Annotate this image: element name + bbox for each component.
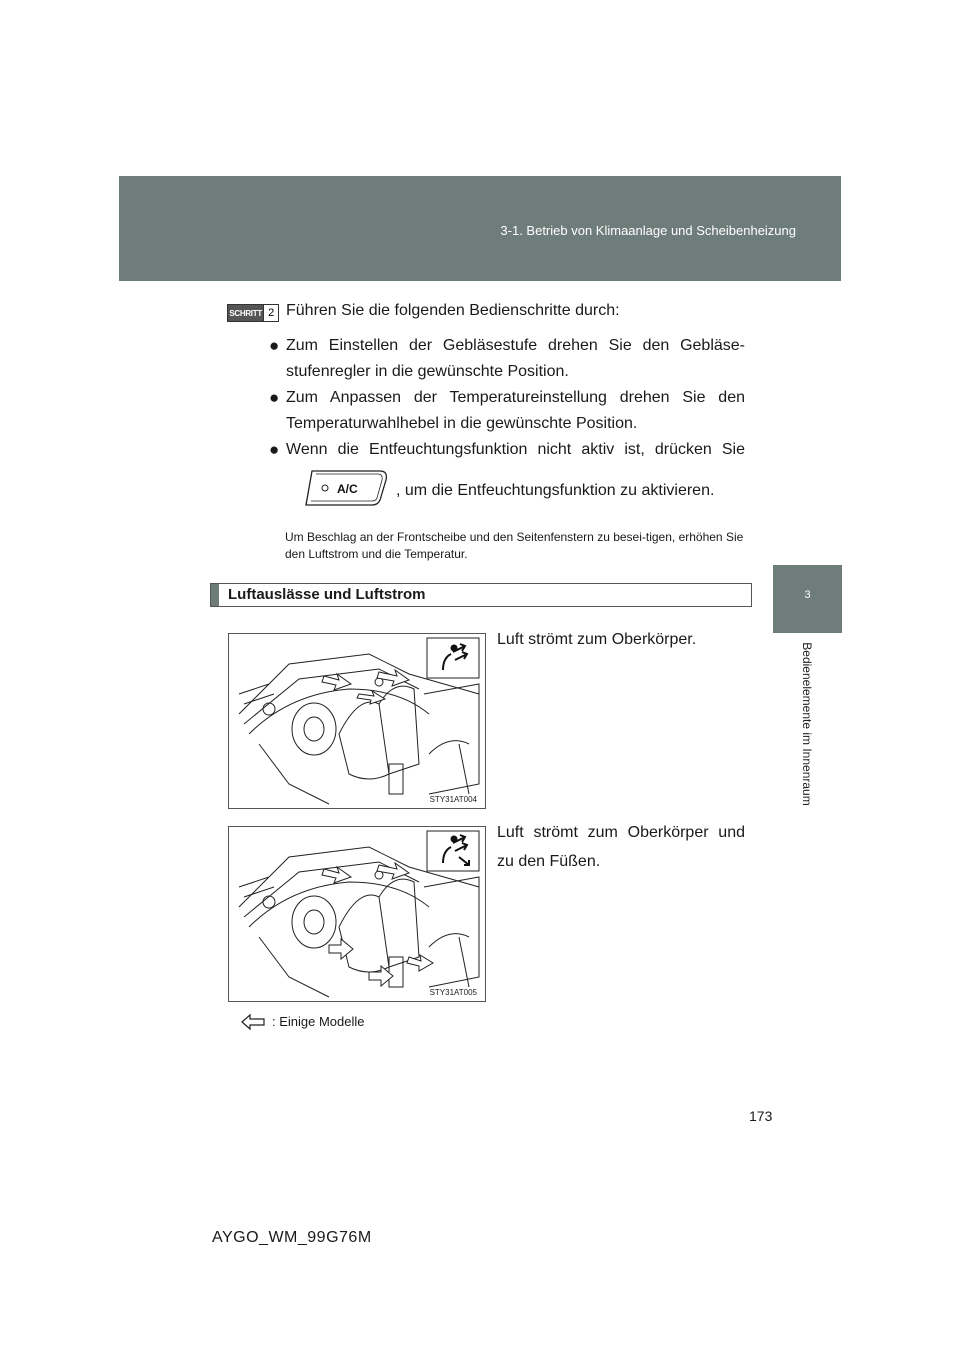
figure-code: STY31AT005: [429, 988, 477, 997]
bullet-item: [269, 385, 745, 437]
document-code: AYGO_WM_99G76M: [212, 1229, 372, 1246]
section-heading-title: Luftauslässe und Luftstrom: [228, 586, 426, 603]
bullet-line: Zum Einstellen der Gebläsestufe drehen Sie den Gebläse-: [286, 337, 745, 354]
bullet-dot-icon: ●: [269, 440, 280, 459]
ac-instruction: , um die Entfeuchtungsfunktion zu aktivieren.: [396, 482, 715, 499]
bullet-line: Wenn die Entfeuchtungsfunktion nicht aktiv ist, drücken Sie: [286, 441, 745, 458]
figure-caption: Luft strömt zum Oberkörper und zu den Füßen.: [497, 824, 745, 870]
bullet-line: stufenregler in die gewünschte Position.: [286, 363, 569, 380]
bullet-line: Zum Anpassen der Temperatureinstellung drehen Sie den: [286, 389, 745, 406]
bullet-item: [269, 437, 745, 463]
section-heading-bar: [211, 584, 219, 606]
bullet-line: Temperaturwahlhebel in die gewünschte Position.: [286, 415, 638, 432]
bullet-dot-icon: ●: [269, 388, 280, 407]
ac-button-label: A/C: [337, 482, 358, 496]
note-text: Um Beschlag an der Frontscheibe und den Seitenfenstern zu besei-tigen, erhöhen Sie den Luftstrom und die Temperatur.: [285, 530, 744, 561]
step-text: Führen Sie die folgenden Bedienschritte durch:: [286, 302, 620, 319]
bullet-item: [269, 333, 745, 385]
figure-car-interior: [228, 633, 486, 809]
section-heading: [210, 583, 752, 607]
car-interior-illustration: [229, 634, 485, 808]
chapter-side-label: Bedienelemente im Innenraum: [800, 642, 814, 806]
ac-button-icon: [304, 468, 388, 508]
figure-code: STY31AT004: [429, 795, 477, 804]
chapter-header: [119, 176, 841, 281]
step-badge: [227, 304, 279, 322]
chapter-number: 3: [804, 589, 811, 601]
legend-text: : Einige Modelle: [272, 1014, 365, 1029]
step-badge-number: 2: [263, 305, 278, 321]
arrow-outline-icon: [240, 1012, 266, 1032]
chapter-title: 3-1. Betrieb von Klimaanlage und Scheibenheizung: [500, 223, 796, 238]
figure-caption: Luft strömt zum Oberkörper.: [497, 631, 697, 648]
bullet-dot-icon: ●: [269, 336, 280, 355]
figure-car-interior: [228, 826, 486, 1002]
page-number: 173: [749, 1108, 773, 1124]
step-badge-word: SCHRITT: [228, 305, 263, 321]
car-interior-illustration: [229, 827, 485, 1001]
chapter-tab: [773, 565, 842, 633]
